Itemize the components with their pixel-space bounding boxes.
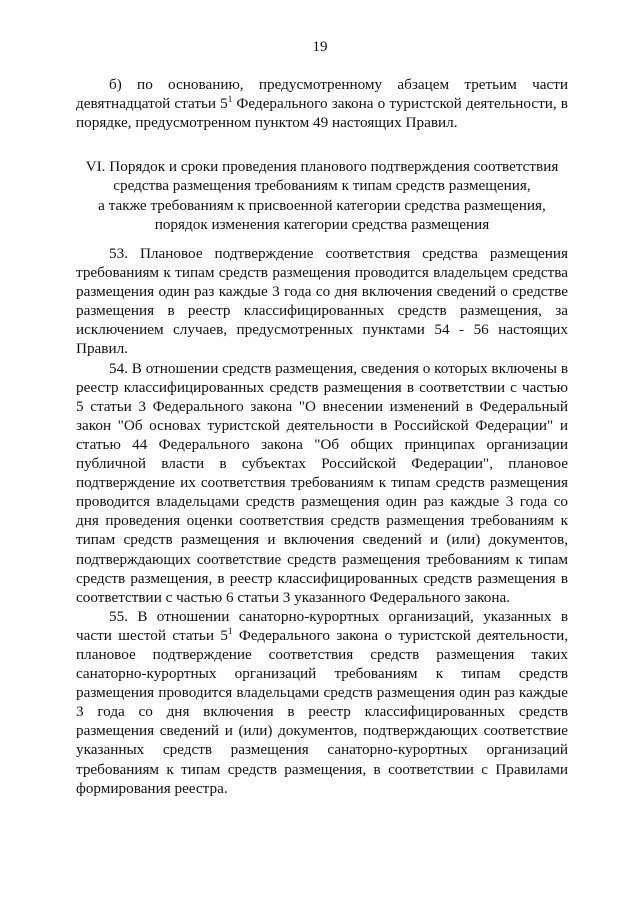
paragraph-54: 54. В отношении средств размещения, сведения о которых включены в реестр классифицированных средств размещения в соответствии с частью 5 статьи 3 Федерального закона "О внесении изменений в Федеральный закон "Об основах туристской деятельности в Российской Федерации" и статью 44 Федерального закона "Об общих принципах организации публичной власти в субъектах Российской Федерации", плановое подтверждение их соответствия требованиям к типам средств размещения проводится владельцами средств размещения один раз каждые 3 года со дня проведения оценки соответствия средств размещения требованиям к типам средств размещения и включения сведений и (или) документов, подтверждающих соответствие средств размещения требованиям к типам средств размещения, в реестр классифицированных средств размещения в соответствии с частью 6 статьи 3 указанного Федерального закона.: [76, 359, 568, 606]
section-heading-line-4: порядок изменения категории средства размещения: [154, 215, 490, 233]
section-heading-line-3: а также требованиям к присвоенной категории средства размещения,: [98, 196, 546, 214]
paragraph-55: [76, 607, 568, 798]
section-heading: [70, 157, 574, 234]
paragraph-b-text-end: Федерального закона о туристской деятельности, в порядке, предусмотренном пунктом 49 настоящих Правил.: [76, 95, 568, 132]
paragraph-55-superscript: 1: [227, 625, 233, 636]
paragraph-b-superscript: 1: [227, 94, 233, 105]
paragraph-b: [76, 75, 568, 132]
section-heading-line-1: VI. Порядок и сроки проведения планового подтверждения соответствия: [85, 158, 559, 175]
page-number: 19: [312, 39, 328, 55]
paragraph-55-text-start: 55. В отношении санаторно-курортных организаций, указанных в части шестой статьи 5: [76, 607, 568, 644]
paragraph-b-block: [76, 75, 568, 132]
section-body: [76, 244, 568, 798]
section-heading-line-2: средства размещения требованиям к типам средств размещения,: [113, 177, 531, 195]
paragraph-b-text-start: б) по основанию, предусмотренному абзацем третьим части девятнадцатой статьи 5: [76, 76, 568, 113]
paragraph-53: 53. Плановое подтверждение соответствия средства размещения требованиям к типам средств размещения проводится владельцем средства размещения один раз каждые 3 года со дня включения сведений о средстве размещения в реестр классифицированных средств размещения, за исключением случаев, предусмотренных пунктами 54 - 56 настоящих Правил.: [76, 245, 568, 358]
paragraph-55-text-end: Федерального закона о туристской деятельности, плановое подтверждение соответствия средств размещения таких санаторно-курортных организаций требованиям к типам средств размещения проводится владельцами средств размещения один раз каждые 3 года со дня включения в реестр классифицированных средств размещения сведений и (или) документов, подтверждающих соответствие указанных средств размещения санаторно-курортных организаций требованиям к типам средств размещения, в соответствии с Правилами формирования реестра.: [76, 626, 568, 797]
